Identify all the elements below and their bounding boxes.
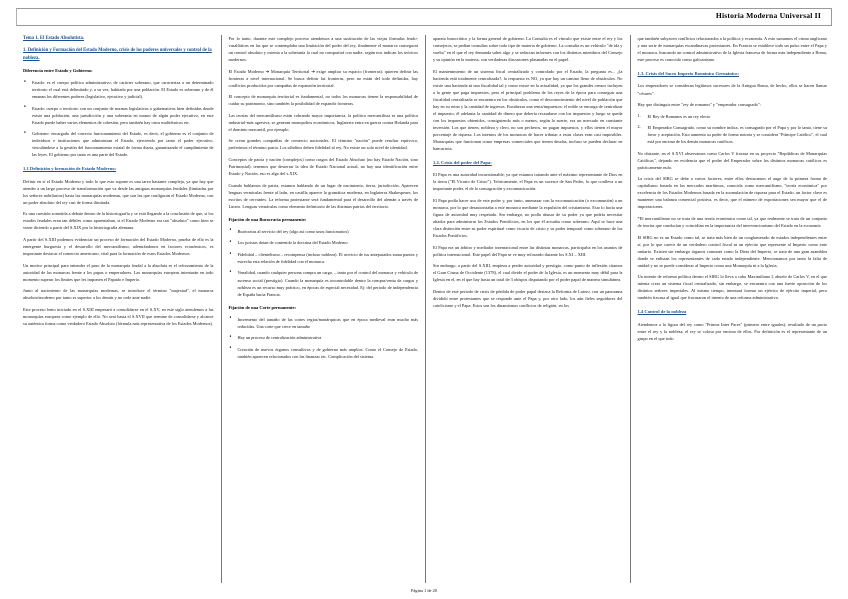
list-item: ● Venalidad, cuando cualquier persona compra un cargo, – tanto por el control del monarca y vehículo de ascenso social (prestigio). Cuando la monarquía es incontrolable dentro la compra/venta de cargos y nobleza es un recurso muy práctico, en épocas de especial necesidad. Ej: del periodo de independencia de España hacia Francia. [229, 269, 419, 297]
paragraph: Es una cuestión sometida a debate dentro de la historiografía y se está llegando a la conclusión de que, si los estados feudales eran tan débiles como aparentaban, si el Estado Moderno era tan "absoluto" como bien se viene diciendo a partir del S.XIX por la historiografía alemana. [23, 211, 214, 231]
list-item: ● Los juristas dotan de contenido la doctrina del Estado Moderno [229, 239, 419, 246]
burocracia-bullets [229, 228, 419, 298]
paragraph: Atendemos a la figura del rey como "Primus Inter Pares" (primero entre iguales), resultado de un pacto entre el rey y la nobleza, el rey se colosa por encima de ellos. Por definición es el representante de un grupo en el que todo [637, 321, 827, 341]
paragraph: Hay que distinguir entre "rey de romanos" y "emperador consagrado": [637, 102, 761, 108]
emperador-numbered-list [638, 113, 828, 145]
list-item: ● Estado: es el cuerpo político administrativo, de carácter soberano, que caracteriza a un determinado territorio el cual está delimitado y, a su vez, habitado por una población. El Estado es soberano y de él emanan los diferentes poderes (legislativo, ejecutivo y judicial). [23, 79, 214, 100]
page-header [16, 8, 832, 26]
paragraph: que también subyacen conflictos relacionados a la política y economía. A esto sumamos el cisma anglicano y una serie de monarquías escandinavas protestantes. En Francia se establece todo un pulso entre el Papa y el monarca, buscando un control administrativo de la Iglesia francesa de forma más independiente a Roma, este proceso es conocido como galicanismo. [637, 36, 827, 63]
list-item: ● Gobierno: encargado del correcto funcionamiento del Estado, es decir, el gobierno es el conjunto de individuos e instituciones que administran el Estado, ejerciendo por tanto el poder ejecutivo, vinculándose a la gestión del funcionamiento estatal de forma diaria, garantizando el cumplimiento de las leyes. El gobierno por tanto es una parte del Estado. [23, 130, 214, 158]
paragraph: Junto al nacimiento de las monarquías modernas, se introduce el término "majestad", el monarca absoluto/moderno por tanto es superior a los demás y no cede ante nadie. [23, 288, 214, 301]
heading-burocracia: Fijación de una Burocracia permanente: [228, 216, 307, 222]
column-4 [630, 35, 835, 583]
paragraph: Se crean grandes compañías de comercio nacionales. El término "nación" puede resultar equívoco, preferimos el término patria. Los súbditos deben fidelidad al rey. No existe un solo nivel de identidad. [228, 138, 418, 151]
paragraph: Las teorías del mercantilismo están cobrando mayor importancia, la política mercantilista es una política industrial-más agresiva, se generan monopolios económicos, Inglaterra entra en guerra contra Holanda para el dominio mercantil, por ejemplo. [228, 112, 418, 132]
paragraph: El Papa podía hacer uso de este poder y, por tanto, amenazar con la excomunicación (o excomunión) a un monarca, por lo que desautorizaba a este monarca mediante la expulsión del cristianismo. Esto lo hacía una figura de autoridad muy respetada. Sin embargo, no podía abusar de su poder ya que podría necesitar aliados para administrar los Estados Pontificios, en los que él actuaba como soberano. Aquí se hace una clara distinción entre su poder espiritual como vicario de cristo y su poder temporal como soberano de los Estados Pontificios. [433, 197, 623, 239]
section-heading-1: 1. Definición y Formación del Estado Moderno, crisis de los poderes universales y control de la nobleza. [23, 48, 212, 61]
paragraph: Los emperadores se consideran legítimos sucesores de la Antigua Roma, de hecho, ellos se hacen llamar "césares". [637, 83, 827, 96]
column-2 [221, 35, 426, 583]
page-footer: Página 1 de 20 [411, 588, 437, 593]
paragraph: *El mercantilismo no se trata de una teoría económica como tal, ya que realmente se trata de un conjunto de teorías que conducían y coincidían en la importancia del intervencionismo del Estado en la economía [637, 215, 827, 228]
paragraph: El Papa era un árbitro y mediador internacional entre las distintas monarcas, participaba en los asuntos de política internacional. Este papel del Papa se ve muy reforzado durante los S.XI – XIII. [433, 244, 623, 257]
paragraph: El Papa es una autoridad incuestionable, ya que estamos tratando ante el máximo representante de Dios en la tierra ("El Vicario de Cristo"). Teóricamente, el Papa es un sucesor de San Pedro, lo que conlleva a un importante poder, el de la consagración y excomunicación. [433, 172, 623, 192]
paragraph: La crisis del SIRG se debe a varios factores, entre ellos destacamos el auge de la primera forma de capitalismo basada en los mercados marítimos, conocida como mercantilismo, "teoría económica" por excelencia de los Estados Modernos basada en la acumulación de riqueza para el Estado, un factor clave es mantener una balanza comercial positiva, es decir, que el número de exportaciones sea mayor que el de importaciones. [637, 176, 827, 210]
paragraph: Un intento de reforma política dentro el SIRG lo lleva a cabo Maximiliano I, abuelo de Carlos V, en el que intenta crear un sistema fiscal centralizado, sin embargo, se encuentra con una fuerte oposición de los distintos señores imperiales. Al mismo tiempo, intentará formar un ejército de ejército imperial, pero también fracasa al igual que fracasaron el intento de una reforma administrativa. [637, 274, 827, 301]
corte-bullets [229, 316, 419, 360]
paragraph: Este proceso lento iniciado en el S.XIII empezará a consolidarse en el S.XV, en este siglo atendemos a las monarquías europeas como ejemplo de ello. No será hasta el S.XVII que termine de consolidarse y alcance su auténtica forma como verdadero Estado Absoluto (fórmula más representativa de los Estados Modernos). [23, 306, 214, 326]
paragraph: El Estado Moderno ➔ Monarquía Territorial ➔ exige ampliar su espacio (fronteras): quieren definir las fronteras a nivel internacional. Se busca definir las fronteras, pero no están del todo definidas, hay conflictos producidos por campañas de expansión territorial. [228, 68, 418, 88]
list-item: ● Incremento del tamaño de las cortes regias/monárquicas que en época medieval eran mucho más reducidas. Una corte que crece en tamaño [229, 316, 419, 330]
paragraph: Un motivo principal para entender el paso de la monarquía feudal a la absoluta es el reforzamiento de la autoridad de las monarcas frente a los papas o emperadores. Las monarquías europeas intentarán en todo momento superar los límites que les imponen el Papado e Imperio. [23, 262, 214, 282]
list-item: ● Burócratas al servicio del rey (algo así como unos funcionarios) [229, 228, 419, 235]
column-1 [16, 35, 221, 583]
subsection-heading-1-1: 1.1 Definición y formación de Estado Moderno: [23, 166, 117, 172]
paragraph: Por lo tanto, durante este complejo proceso atendemos a una sustitución de las viejas fórmulas feudo-vasalláticas en las que se contemplaba una limitación del poder del rey, finalmente el monarca conseguirá un control absoluto y ostenta a la soberanía la cual no compartirá con nadie, según nos indican los teóricos modernos. [228, 36, 418, 63]
paragraph: El SIRG no es un Estado como tal, se trata más bien de un conglomerado de estados independientes entre sí, por lo que carece de un verdadero control fiscal ni un ejército que represente al Imperio como ente unitario. Existen sin embargo órganos comunes como la Dieta del Imperio, se trata de una gran asamblea donde se enlistan los representantes de cada estado independiente. Mencionamos por tanto la falta de unidad y no se puede considerar al Imperio como una Monarquía ni a la Iglesia. [637, 234, 827, 268]
columns-container [10, 35, 838, 583]
list-item: ● Creación de nuevos órganos consultivos y de gobierno más amplios. Como el Consejo de Estado, también aparecen relacionados con las finanzas etc. Complicación del sistema. [229, 346, 419, 360]
list-item: ● Fidelidad – clientelismo – recompensa (incluso nobleza). El servicio de tus antepasados suma puntos y estrecha esta relación de fidelidad con el monarca. [229, 251, 419, 265]
paragraph: Dentro de este periodo de crisis de pérdida de poder papal destaca la Reforma de Lutero, con un panorama dividido entre protestantes que se responde ante el Papa y, por otro lado, los aún fieles seguidores del catolicismo y el Papa. Estos son los dinamismos conflictos de religión, en los [433, 288, 623, 308]
section-heading-1-2: 1.2. Crisis del poder del Papa: [433, 160, 492, 165]
topic-heading: Tema 1. El Estado Absolutista. [23, 36, 85, 41]
list-item: El Emperador Consagrado, como su nombre indica, es consagrado por el Papa y por lo tanto, tiene su favor y aceptación. Esto aumenta su poder de forma notoria y se considera "Príncipe Católico", el cual está por encima de los demás monarcas católicos. [647, 124, 827, 144]
paragraph: Conceptos de patria y nación (complejos) como rasgos del Estado Absoluto (no hay Estado Nación, sino Patrimonial): tenemos que desterrar la idea de Estado Nacional actual, no hay una identificación entre Estado y Nación, eso es algo del s.XIX. [228, 156, 418, 176]
estado-gobierno-bullets [23, 79, 214, 158]
paragraph: No obstante, en el S.XVI observamos como Carlos V fracasa en su proyecto "Repúblicas de Monarquías Católicas", dejando en evidencia que el poder del Emperador sobre los distintos monarcas católicos es prácticamente nulo. [637, 150, 827, 170]
paragraph: Sin embargo, a partir del S.XIII, empieza a perder autoridad y prestigio, como punto de inflexión citamos el Gran Cisma de Occidente (1378), el cual divide el poder de la Iglesia, es un momento muy débil para la Iglesia en el, en el que hay hasta un total de 3 obispos disputando por el poder papal de manera simultánea. [433, 263, 623, 283]
paragraph: Cuando hablamos de patria, estamos hablando de un lugar de nacimiento, tierra, jurisdicción. Aparecen lenguas vernáculas frente al latín, en castilla aparece la gramática moderna, en Inglaterra Shakespeare, los escritos de cervantes. La reforma protestante será fundamental para el desarrollo del alemán a través de Lutero. Lenguas vernáculas como elemento definitorio de las distintas patrias del territorio. [228, 182, 418, 209]
paragraph: El concepto de monarquía territorial es fundamental, no todos los monarcas tienen la responsabilidad de cuidar su patrimonio, sino también la posibilidad de expandir fronteras. [228, 94, 418, 107]
list-item: El Rey de Romanos es un rey electo [647, 113, 711, 119]
paragraph: Definir en sí el Estado Moderno y todo lo que esto supone es una tarea bastante compleja, ya que hay que atender a un largo proceso de transformación que va desde las antiguas monarquías feudales (limitadas por los señores nobiliarios) hasta las monarquías modernas, que son las que configuran el Estado Moderno, con un poder absoluto del rey casi de forma ilimitada. [23, 178, 214, 205]
section-heading-1-4: 1.4 Control de la nobleza [637, 309, 687, 315]
subheading-diferencia: Diferencia entre Estado y Gobierno: [23, 67, 93, 73]
header-title: Historia Moderna Universal II [715, 11, 821, 20]
list-item: ● Estado: cuerpo o territorio con un conjunto de normas legislativas o gubernativas bien definidas donde existe una población, una jurisdicción y una soberanía en manos de algún poder ejecutivo, en este Estado puede haber varios elementos de cohesión, pero también hay otros multiétnicos etc. [23, 105, 214, 126]
section-heading-1-3: 1.3. Crisis del Sacro Imperio Románico Germánico: [637, 71, 739, 77]
column-3 [425, 35, 630, 583]
paragraph: aparato burocrático y la forma general de gobierno. La Consulta es el vínculo que existe entre el rey y los consejeros, se pedían consultas sobre todo tipo de materia de gobierno. La consulta es un vehículo "de ida y vuelta" en el que el rey demanda saber algo y se redactan informes con los distintos miembros del Consejo y su opinión en la materia, con verdaderas discusiones plasmadas en el papel. [433, 36, 623, 63]
list-item: ● Hay un proceso de centralización administrativa [229, 334, 419, 341]
paragraph: El mantenimiento de un sistema fiscal centralizado y controlado por el Estado, la pregunta es... ¿la hacienda está totalmente centralizada?, la respuesta es NO, ya que hay un camino lleno de obstáculos. No existe una hacienda ni una fiscalidad tal y como existe en la actualidad, ya que los grandes censos incluyen a la gente que paga impuestos, pero el principal problema de los reyes de la época para conseguir una fiscalidad centralizada se encuentra en los obstáculos, como el desconocimiento del nivel de población que hay en su reino y la cantidad de ingresos. Encabezar una renta/impuestos: el noble se encarga de centralizar el impuesto, él adelanta la cantidad de dinero que debería recaudarse con los impuestos y luego se queda con los impuestos obtenidos, consiguiendo más o menos, según la suerte, era un mercado en constante inversión. Los que tienen, nobleza y clero, no son pecheros, no pagan impuestos, y ellos tienen el mayor porcentaje de riqueza. Los intentos de los monarcas de hacer tributar a estas clases eran casi imposibles. Monarquías que funcionan como empresas comerciales que tienen deudas, incluso se pueden declarar en bancarrota. [433, 68, 623, 151]
heading-corte: Fijación de una Corte permanente: [228, 304, 296, 310]
paragraph: A partir del S.XIII podemos evidenciar un proceso de formación del Estado Moderno, prueba de ello es la emergente burguesía y el desarrollo del mercantilismo, adentrándonos en factores económicos, es importante destacar el comercio americano, vital para la formación de estos Estados Modernos. [23, 236, 214, 256]
